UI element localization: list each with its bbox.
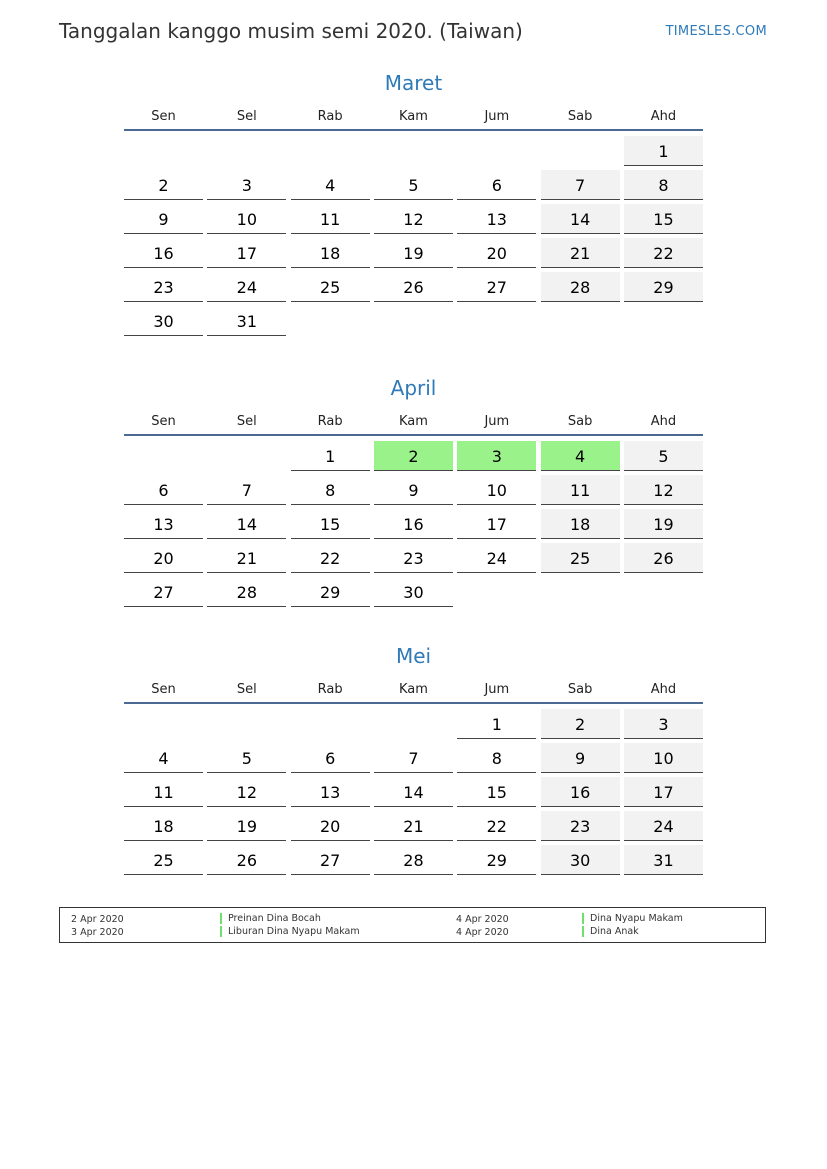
day-cell: 19 (624, 509, 703, 539)
weekday-label: Rab (317, 414, 343, 429)
day-cell: 4 (124, 743, 203, 773)
day-cell: 15 (624, 204, 703, 234)
empty-cell (207, 136, 286, 166)
day-cell: 17 (624, 777, 703, 807)
day-grid (124, 136, 703, 336)
day-cell: 24 (457, 543, 536, 573)
legend-date: 3 Apr 2020 (71, 927, 124, 938)
weekday-label: Kam (399, 109, 428, 124)
day-cell: 2 (374, 441, 453, 471)
weekday-label: Jum (484, 109, 510, 124)
day-cell: 8 (624, 170, 703, 200)
day-cell: 24 (624, 811, 703, 841)
day-cell: 16 (541, 777, 620, 807)
day-cell: 18 (124, 811, 203, 841)
empty-cell (207, 709, 286, 739)
day-cell: 29 (624, 272, 703, 302)
day-cell: 20 (457, 238, 536, 268)
month-calendar-march (124, 69, 703, 336)
empty-cell (541, 306, 620, 336)
day-cell: 25 (124, 845, 203, 875)
day-cell: 5 (207, 743, 286, 773)
empty-cell (207, 441, 286, 471)
empty-cell (541, 577, 620, 607)
day-cell: 15 (457, 777, 536, 807)
day-cell: 26 (624, 543, 703, 573)
day-cell: 19 (374, 238, 453, 268)
day-cell: 16 (124, 238, 203, 268)
weekday-label: Sen (151, 109, 176, 124)
legend-date: 2 Apr 2020 (71, 914, 124, 925)
day-cell: 19 (207, 811, 286, 841)
day-cell: 25 (541, 543, 620, 573)
day-cell: 14 (207, 509, 286, 539)
day-grid (124, 441, 703, 607)
weekday-header (124, 105, 703, 131)
day-cell: 31 (207, 306, 286, 336)
empty-cell (124, 441, 203, 471)
weekday-label: Sab (567, 682, 593, 697)
legend-row (60, 913, 765, 926)
weekday-label: Jum (484, 682, 510, 697)
month-title: April (390, 376, 437, 400)
day-cell: 27 (124, 577, 203, 607)
day-cell: 14 (541, 204, 620, 234)
day-cell: 1 (624, 136, 703, 166)
month-calendar-april (124, 374, 703, 607)
page-title: Tanggalan kanggo musim semi 2020. (Taiwan) (59, 19, 523, 43)
day-cell: 12 (207, 777, 286, 807)
weekday-label: Jum (484, 414, 510, 429)
day-cell: 20 (124, 543, 203, 573)
day-cell: 18 (541, 509, 620, 539)
day-cell: 5 (624, 441, 703, 471)
empty-cell (291, 306, 370, 336)
day-cell: 6 (291, 743, 370, 773)
day-cell: 24 (207, 272, 286, 302)
day-cell: 28 (374, 845, 453, 875)
day-cell: 23 (374, 543, 453, 573)
day-cell: 3 (207, 170, 286, 200)
day-cell: 27 (457, 272, 536, 302)
day-cell: 1 (291, 441, 370, 471)
day-cell: 10 (207, 204, 286, 234)
weekday-label: Ahd (650, 682, 677, 697)
day-cell: 13 (124, 509, 203, 539)
day-cell: 8 (457, 743, 536, 773)
empty-cell (457, 577, 536, 607)
day-cell: 14 (374, 777, 453, 807)
day-cell: 15 (291, 509, 370, 539)
day-cell: 6 (124, 475, 203, 505)
empty-cell (457, 306, 536, 336)
weekday-label: Sab (567, 109, 593, 124)
weekday-label: Sab (567, 414, 593, 429)
weekday-label: Ahd (650, 109, 677, 124)
day-cell: 20 (291, 811, 370, 841)
empty-cell (374, 136, 453, 166)
legend-date: 4 Apr 2020 (456, 914, 509, 925)
day-cell: 10 (457, 475, 536, 505)
day-cell: 21 (207, 543, 286, 573)
day-cell: 21 (541, 238, 620, 268)
day-cell: 6 (457, 170, 536, 200)
day-cell: 18 (291, 238, 370, 268)
day-cell: 26 (374, 272, 453, 302)
empty-cell (124, 136, 203, 166)
empty-cell (124, 709, 203, 739)
day-cell: 22 (291, 543, 370, 573)
day-cell: 30 (124, 306, 203, 336)
day-cell: 23 (541, 811, 620, 841)
day-cell: 29 (291, 577, 370, 607)
empty-cell (624, 306, 703, 336)
day-cell: 7 (207, 475, 286, 505)
day-cell: 3 (457, 441, 536, 471)
day-cell: 25 (291, 272, 370, 302)
day-cell: 13 (291, 777, 370, 807)
day-cell: 28 (541, 272, 620, 302)
day-cell: 7 (541, 170, 620, 200)
day-cell: 4 (541, 441, 620, 471)
day-cell: 5 (374, 170, 453, 200)
day-cell: 23 (124, 272, 203, 302)
weekday-header (124, 410, 703, 436)
day-cell: 31 (624, 845, 703, 875)
day-cell: 28 (207, 577, 286, 607)
empty-cell (291, 709, 370, 739)
day-cell: 13 (457, 204, 536, 234)
day-cell: 10 (624, 743, 703, 773)
day-cell: 22 (624, 238, 703, 268)
day-cell: 22 (457, 811, 536, 841)
day-cell: 29 (457, 845, 536, 875)
day-cell: 11 (291, 204, 370, 234)
weekday-label: Sen (151, 682, 176, 697)
day-grid (124, 709, 703, 875)
weekday-label: Sel (236, 682, 257, 697)
day-cell: 12 (624, 475, 703, 505)
empty-cell (624, 577, 703, 607)
day-cell: 3 (624, 709, 703, 739)
weekday-label: Kam (399, 682, 428, 697)
day-cell: 17 (457, 509, 536, 539)
empty-cell (291, 136, 370, 166)
legend-holiday-name: Dina Nyapu Makam (582, 913, 683, 924)
day-cell: 17 (207, 238, 286, 268)
day-cell: 16 (374, 509, 453, 539)
day-cell: 2 (541, 709, 620, 739)
day-cell: 30 (541, 845, 620, 875)
day-cell: 9 (374, 475, 453, 505)
legend-holiday-name: Dina Anak (582, 926, 639, 937)
weekday-label: Rab (317, 682, 343, 697)
day-cell: 30 (374, 577, 453, 607)
legend-holiday-name: Preinan Dina Bocah (220, 913, 321, 924)
empty-cell (374, 709, 453, 739)
empty-cell (457, 136, 536, 166)
weekday-label: Rab (317, 109, 343, 124)
empty-cell (541, 136, 620, 166)
weekday-label: Sen (151, 414, 176, 429)
day-cell: 2 (124, 170, 203, 200)
weekday-label: Sel (236, 414, 257, 429)
brand-link[interactable]: TIMESLES.COM (665, 24, 767, 39)
month-calendar-may (124, 642, 703, 875)
empty-cell (374, 306, 453, 336)
day-cell: 11 (541, 475, 620, 505)
day-cell: 21 (374, 811, 453, 841)
day-cell: 4 (291, 170, 370, 200)
weekday-label: Sel (236, 109, 257, 124)
weekday-header (124, 678, 703, 704)
day-cell: 7 (374, 743, 453, 773)
day-cell: 26 (207, 845, 286, 875)
day-cell: 9 (124, 204, 203, 234)
legend-holiday-name: Liburan Dina Nyapu Makam (220, 926, 360, 937)
month-title: Mei (395, 644, 432, 668)
month-title: Maret (384, 71, 443, 95)
day-cell: 12 (374, 204, 453, 234)
holiday-legend (59, 907, 766, 943)
day-cell: 27 (291, 845, 370, 875)
weekday-label: Ahd (650, 414, 677, 429)
weekday-label: Kam (399, 414, 428, 429)
legend-row (60, 926, 765, 939)
legend-date: 4 Apr 2020 (456, 927, 509, 938)
day-cell: 1 (457, 709, 536, 739)
day-cell: 11 (124, 777, 203, 807)
day-cell: 8 (291, 475, 370, 505)
day-cell: 9 (541, 743, 620, 773)
